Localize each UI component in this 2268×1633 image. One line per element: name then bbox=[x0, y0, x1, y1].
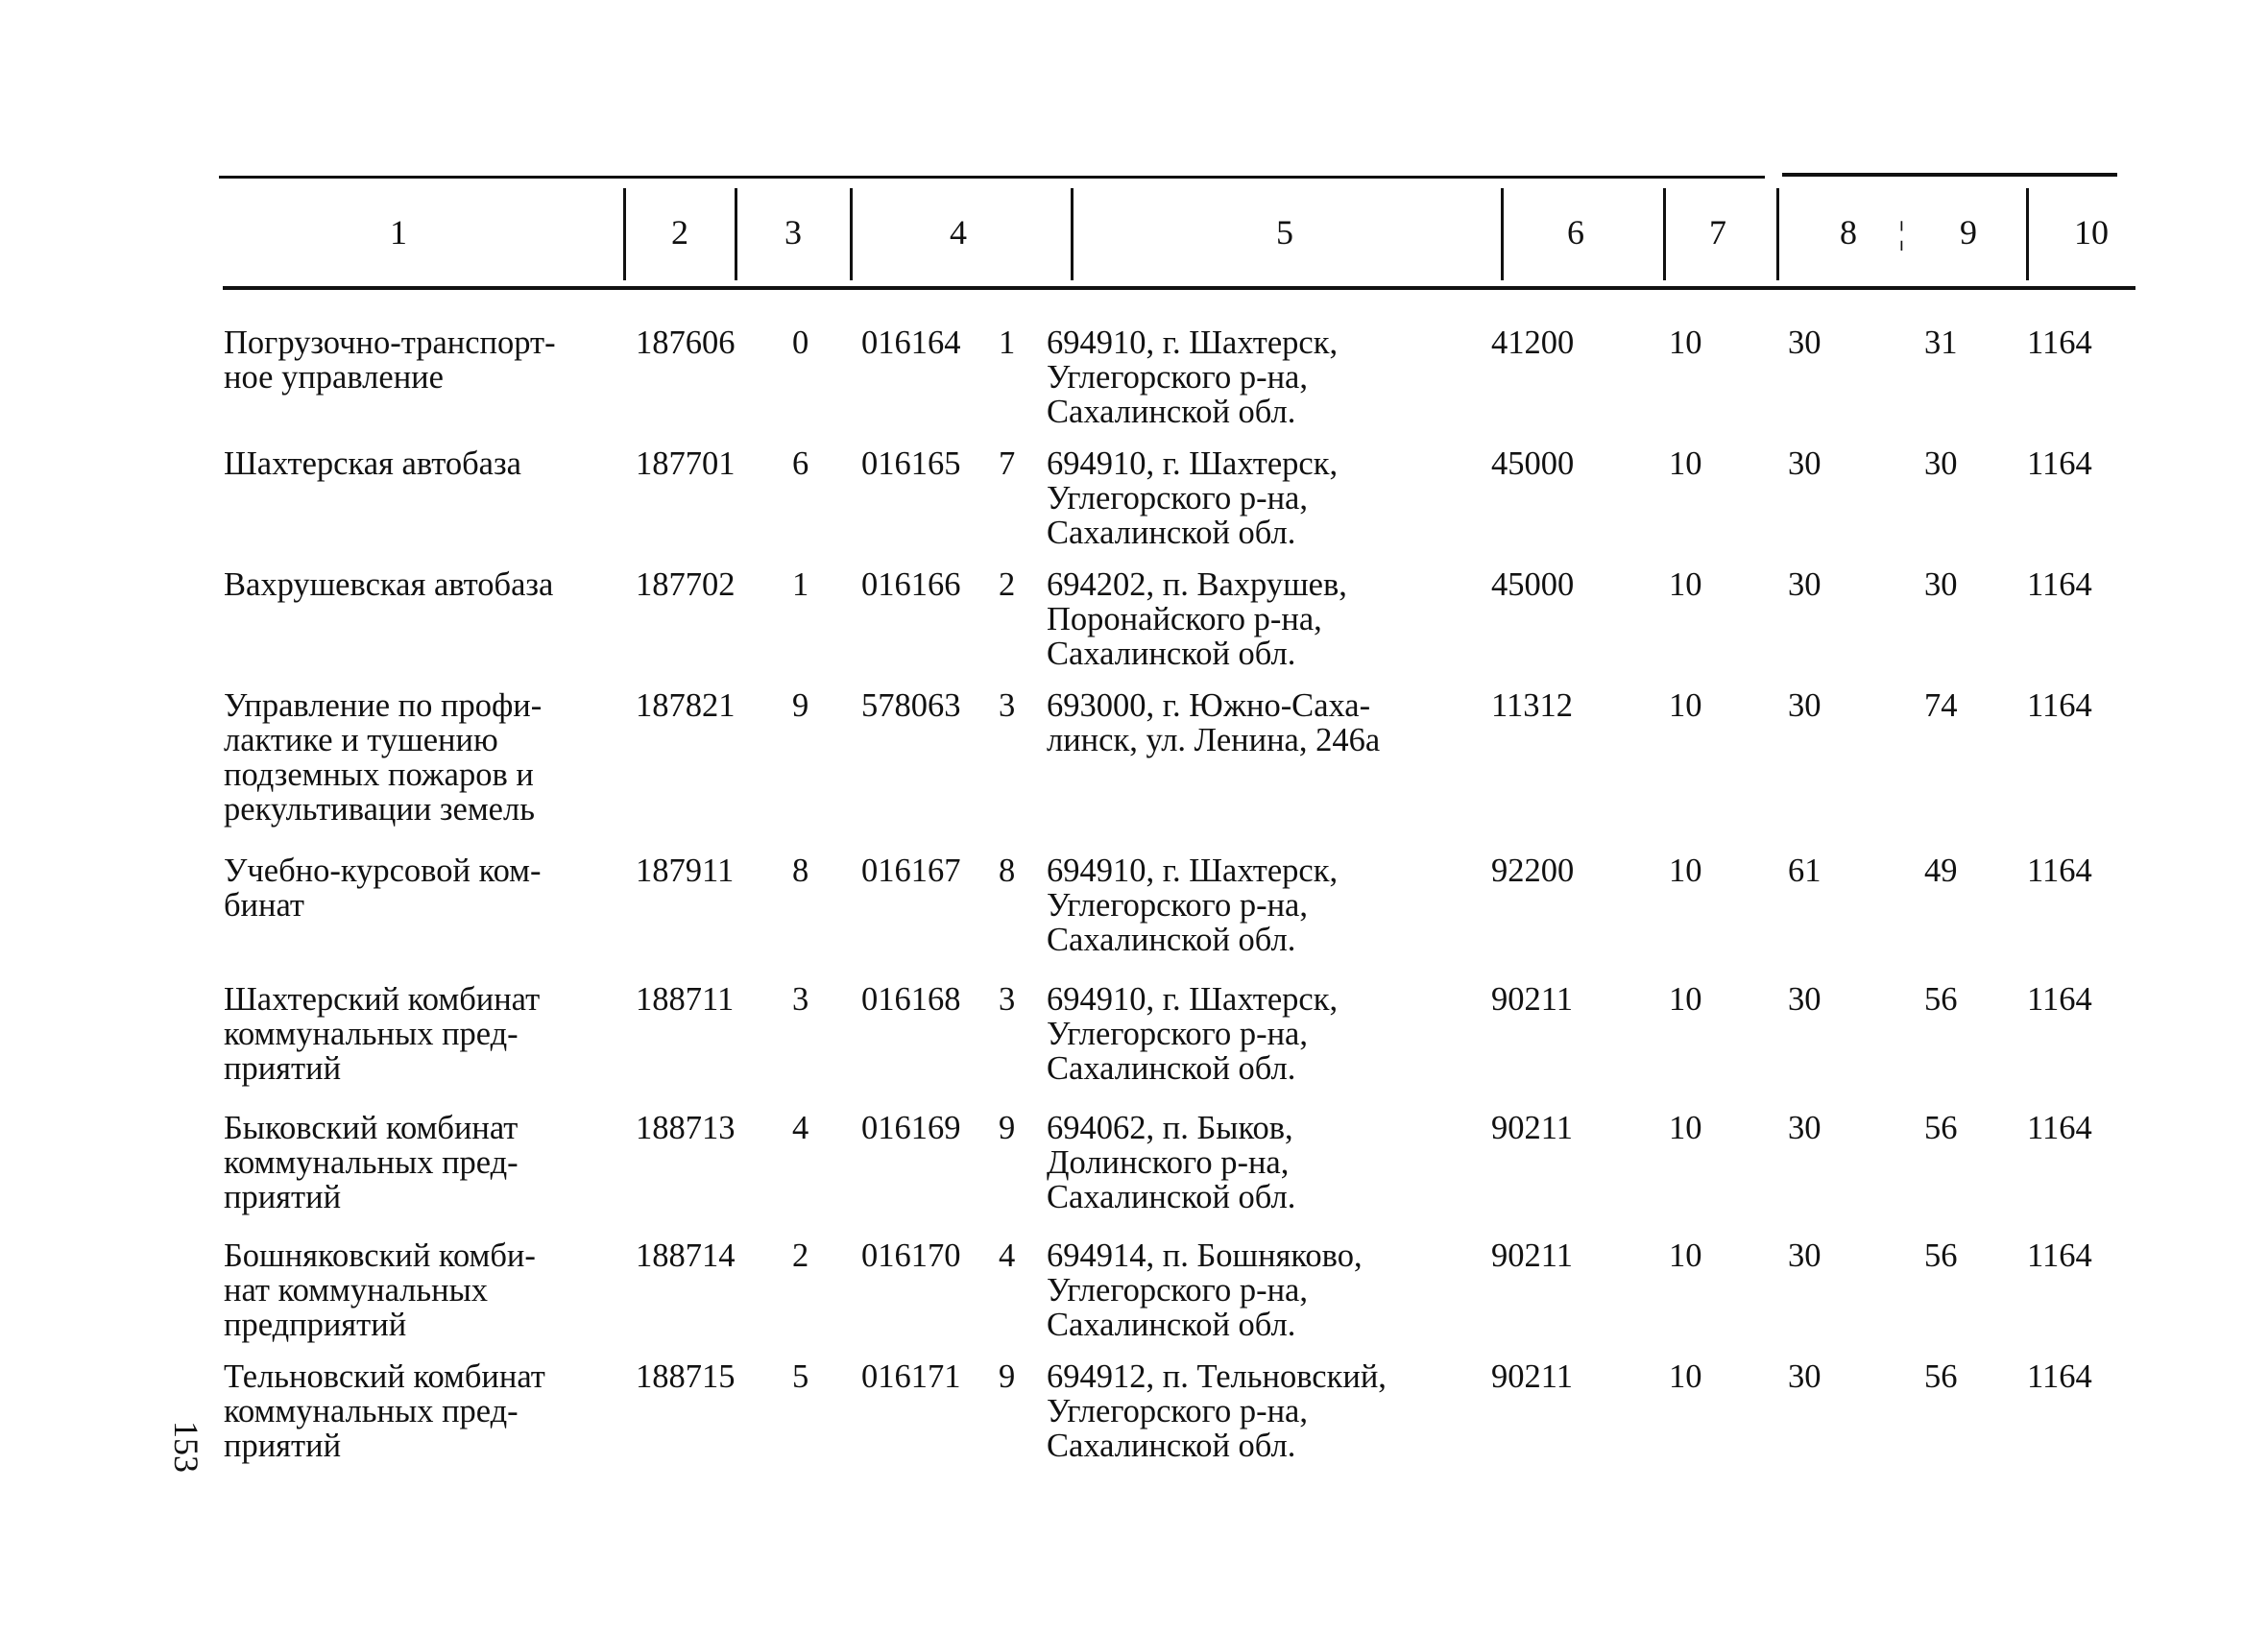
okpo-check: 7 bbox=[999, 445, 1016, 482]
okpo-code: 016170 bbox=[861, 1237, 961, 1274]
organization-name-line: приятий bbox=[224, 1050, 342, 1087]
column-header: 5 bbox=[1276, 213, 1293, 252]
organization-name-line: коммунальных пред- bbox=[224, 1016, 519, 1052]
address bbox=[1047, 446, 1338, 550]
address bbox=[1047, 325, 1338, 429]
address bbox=[1047, 1238, 1363, 1342]
header-divider bbox=[1501, 188, 1504, 280]
org-code-check: 3 bbox=[792, 981, 809, 1018]
page-number: 153 bbox=[167, 1421, 205, 1473]
column-8-value: 30 bbox=[1788, 1110, 1822, 1146]
okpo-code: 016166 bbox=[861, 566, 961, 603]
column-7-value: 10 bbox=[1669, 445, 1702, 482]
column-6-value: 90211 bbox=[1491, 981, 1573, 1018]
organization-name-line: коммунальных пред- bbox=[224, 1393, 519, 1429]
column-6-value: 90211 bbox=[1491, 1110, 1573, 1146]
address-line: Углегорского р-на, bbox=[1047, 359, 1308, 396]
column-8-value: 61 bbox=[1788, 853, 1822, 889]
org-code-check: 4 bbox=[792, 1110, 809, 1146]
column-10-value: 1164 bbox=[2027, 1358, 2092, 1395]
header-divider bbox=[623, 188, 626, 280]
column-8-value: 30 bbox=[1788, 1358, 1822, 1395]
organization-name-line: Учебно-курсовой ком- bbox=[224, 853, 542, 889]
column-6-value: 90211 bbox=[1491, 1237, 1573, 1274]
address-line: 693000, г. Южно-Саха- bbox=[1047, 687, 1371, 724]
column-6-value: 11312 bbox=[1491, 687, 1573, 724]
column-8-value: 30 bbox=[1788, 445, 1822, 482]
address bbox=[1047, 567, 1347, 671]
address-line: 694910, г. Шахтерск, bbox=[1047, 445, 1339, 482]
address-line: 694910, г. Шахтерск, bbox=[1047, 324, 1339, 361]
organization-name-line: Погрузочно-транспорт- bbox=[224, 324, 556, 361]
column-6-value: 41200 bbox=[1491, 324, 1575, 361]
address-line: Сахалинской обл. bbox=[1047, 515, 1296, 551]
column-9-value: 30 bbox=[1924, 566, 1958, 603]
address-line: 694062, п. Быков, bbox=[1047, 1110, 1293, 1146]
column-header: 3 bbox=[784, 213, 802, 252]
column-9-value: 31 bbox=[1924, 324, 1958, 361]
okpo-check: 1 bbox=[999, 324, 1016, 361]
column-10-value: 1164 bbox=[2027, 853, 2092, 889]
organization-name-line: нат коммунальных bbox=[224, 1272, 489, 1309]
org-code: 187606 bbox=[636, 324, 736, 361]
org-code-check: 8 bbox=[792, 853, 809, 889]
address-line: Сахалинской обл. bbox=[1047, 1307, 1296, 1343]
okpo-code: 578063 bbox=[861, 687, 961, 724]
address bbox=[1047, 853, 1338, 957]
address-line: Углегорского р-на, bbox=[1047, 1272, 1308, 1309]
header-divider bbox=[1776, 188, 1779, 280]
organization-name bbox=[224, 567, 553, 602]
column-7-value: 10 bbox=[1669, 566, 1702, 603]
address-line: Поронайского р-на, bbox=[1047, 601, 1322, 637]
header-divider bbox=[1071, 188, 1074, 280]
header-top-rule bbox=[219, 176, 1765, 179]
okpo-check: 2 bbox=[999, 566, 1016, 603]
column-10-value: 1164 bbox=[2027, 324, 2092, 361]
column-8-value: 30 bbox=[1788, 1237, 1822, 1274]
address-line: Долинского р-на, bbox=[1047, 1144, 1290, 1181]
okpo-code: 016168 bbox=[861, 981, 961, 1018]
column-7-value: 10 bbox=[1669, 324, 1702, 361]
column-header: 1 bbox=[390, 213, 407, 252]
column-7-value: 10 bbox=[1669, 981, 1702, 1018]
column-7-value: 10 bbox=[1669, 1110, 1702, 1146]
header-divider bbox=[735, 188, 737, 280]
okpo-check: 9 bbox=[999, 1110, 1016, 1146]
organization-name-line: рекультивации земель bbox=[224, 791, 535, 828]
column-8-value: 30 bbox=[1788, 324, 1822, 361]
org-code: 188714 bbox=[636, 1237, 736, 1274]
organization-name-line: Быковский комбинат bbox=[224, 1110, 519, 1146]
okpo-check: 3 bbox=[999, 687, 1016, 724]
column-7-value: 10 bbox=[1669, 1358, 1702, 1395]
column-7-value: 10 bbox=[1669, 1237, 1702, 1274]
address-line: линск, ул. Ленина, 246а bbox=[1047, 722, 1381, 758]
column-6-value: 45000 bbox=[1491, 445, 1575, 482]
organization-name-line: лактике и тушению bbox=[224, 722, 498, 758]
column-9-value: 56 bbox=[1924, 981, 1958, 1018]
org-code: 188715 bbox=[636, 1358, 736, 1395]
organization-name-line: подземных пожаров и bbox=[224, 756, 534, 793]
column-10-value: 1164 bbox=[2027, 1237, 2092, 1274]
org-code-check: 2 bbox=[792, 1237, 809, 1274]
okpo-code: 016171 bbox=[861, 1358, 961, 1395]
org-code-check: 1 bbox=[792, 566, 809, 603]
org-code: 187702 bbox=[636, 566, 736, 603]
column-10-value: 1164 bbox=[2027, 445, 2092, 482]
address-line: 694912, п. Тельновский, bbox=[1047, 1358, 1387, 1395]
okpo-check: 4 bbox=[999, 1237, 1016, 1274]
okpo-code: 016167 bbox=[861, 853, 961, 889]
address-line: 694202, п. Вахрушев, bbox=[1047, 566, 1347, 603]
organization-name bbox=[224, 446, 521, 481]
column-9-value: 56 bbox=[1924, 1237, 1958, 1274]
address-line: Углегорского р-на, bbox=[1047, 480, 1308, 516]
address-line: Сахалинской обл. bbox=[1047, 1050, 1296, 1087]
column-header: 7 bbox=[1709, 213, 1726, 252]
header-divider bbox=[850, 188, 853, 280]
organization-name-line: приятий bbox=[224, 1179, 342, 1215]
okpo-code: 016169 bbox=[861, 1110, 961, 1146]
column-8-value: 30 bbox=[1788, 687, 1822, 724]
organization-name bbox=[224, 325, 556, 395]
organization-name bbox=[224, 1238, 536, 1342]
column-6-value: 45000 bbox=[1491, 566, 1575, 603]
organization-name-line: ное управление bbox=[224, 359, 444, 396]
column-header: 10 bbox=[2074, 213, 2109, 252]
column-10-value: 1164 bbox=[2027, 981, 2092, 1018]
column-9-value: 56 bbox=[1924, 1358, 1958, 1395]
organization-name-line: Тельновский комбинат bbox=[224, 1358, 545, 1395]
address-line: 694910, г. Шахтерск, bbox=[1047, 981, 1339, 1018]
address-line: Углегорского р-на, bbox=[1047, 1393, 1308, 1429]
address-line: Сахалинской обл. bbox=[1047, 922, 1296, 958]
organization-name-line: бинат bbox=[224, 887, 304, 924]
header-separator: ¦ bbox=[1898, 216, 1905, 252]
column-7-value: 10 bbox=[1669, 687, 1702, 724]
okpo-check: 8 bbox=[999, 853, 1016, 889]
column-header: 6 bbox=[1567, 213, 1584, 252]
org-code: 188711 bbox=[636, 981, 735, 1018]
column-7-value: 10 bbox=[1669, 853, 1702, 889]
org-code: 187911 bbox=[636, 853, 735, 889]
address-line: Сахалинской обл. bbox=[1047, 636, 1296, 672]
column-8-value: 30 bbox=[1788, 566, 1822, 603]
column-9-value: 74 bbox=[1924, 687, 1958, 724]
column-header: 2 bbox=[671, 213, 688, 252]
address-line: Сахалинской обл. bbox=[1047, 394, 1296, 430]
column-6-value: 92200 bbox=[1491, 853, 1575, 889]
org-code: 187821 bbox=[636, 687, 736, 724]
column-header: 4 bbox=[950, 213, 967, 252]
org-code-check: 6 bbox=[792, 445, 809, 482]
header-top-rule-right bbox=[1782, 173, 2117, 177]
address bbox=[1047, 688, 1380, 757]
address-line: Сахалинской обл. bbox=[1047, 1428, 1296, 1464]
column-9-value: 56 bbox=[1924, 1110, 1958, 1146]
organization-name-line: Шахтерский комбинат bbox=[224, 981, 541, 1018]
org-code-check: 0 bbox=[792, 324, 809, 361]
address-line: Сахалинской обл. bbox=[1047, 1179, 1296, 1215]
column-9-value: 49 bbox=[1924, 853, 1958, 889]
okpo-code: 016164 bbox=[861, 324, 961, 361]
header-divider bbox=[1663, 188, 1666, 280]
organization-name-line: Управление по профи- bbox=[224, 687, 543, 724]
header-divider bbox=[2026, 188, 2029, 280]
header-bottom-rule bbox=[223, 286, 2135, 290]
column-10-value: 1164 bbox=[2027, 687, 2092, 724]
address bbox=[1047, 1359, 1387, 1463]
organization-name bbox=[224, 1111, 519, 1214]
organization-name bbox=[224, 982, 540, 1086]
org-code-check: 5 bbox=[792, 1358, 809, 1395]
org-code: 187701 bbox=[636, 445, 736, 482]
column-8-value: 30 bbox=[1788, 981, 1822, 1018]
address-line: 694914, п. Бошняково, bbox=[1047, 1237, 1363, 1274]
column-10-value: 1164 bbox=[2027, 1110, 2092, 1146]
address-line: Углегорского р-на, bbox=[1047, 1016, 1308, 1052]
address bbox=[1047, 1111, 1295, 1214]
okpo-check: 3 bbox=[999, 981, 1016, 1018]
column-header: 9 bbox=[1960, 213, 1977, 252]
org-code: 188713 bbox=[636, 1110, 736, 1146]
address bbox=[1047, 982, 1338, 1086]
organization-name-line: приятий bbox=[224, 1428, 342, 1464]
column-9-value: 30 bbox=[1924, 445, 1958, 482]
column-6-value: 90211 bbox=[1491, 1358, 1573, 1395]
organization-name-line: Бошняковский комби- bbox=[224, 1237, 536, 1274]
organization-name bbox=[224, 1359, 545, 1463]
okpo-check: 9 bbox=[999, 1358, 1016, 1395]
address-line: 694910, г. Шахтерск, bbox=[1047, 853, 1339, 889]
organization-name-line: коммунальных пред- bbox=[224, 1144, 519, 1181]
okpo-code: 016165 bbox=[861, 445, 961, 482]
organization-name-line: предприятий bbox=[224, 1307, 407, 1343]
address-line: Углегорского р-на, bbox=[1047, 887, 1308, 924]
organization-name bbox=[224, 853, 542, 923]
organization-name-line: Вахрушевская автобаза bbox=[224, 566, 554, 603]
column-10-value: 1164 bbox=[2027, 566, 2092, 603]
org-code-check: 9 bbox=[792, 687, 809, 724]
organization-name-line: Шахтерская автобаза bbox=[224, 445, 521, 482]
column-header: 8 bbox=[1840, 213, 1857, 252]
organization-name bbox=[224, 688, 542, 827]
